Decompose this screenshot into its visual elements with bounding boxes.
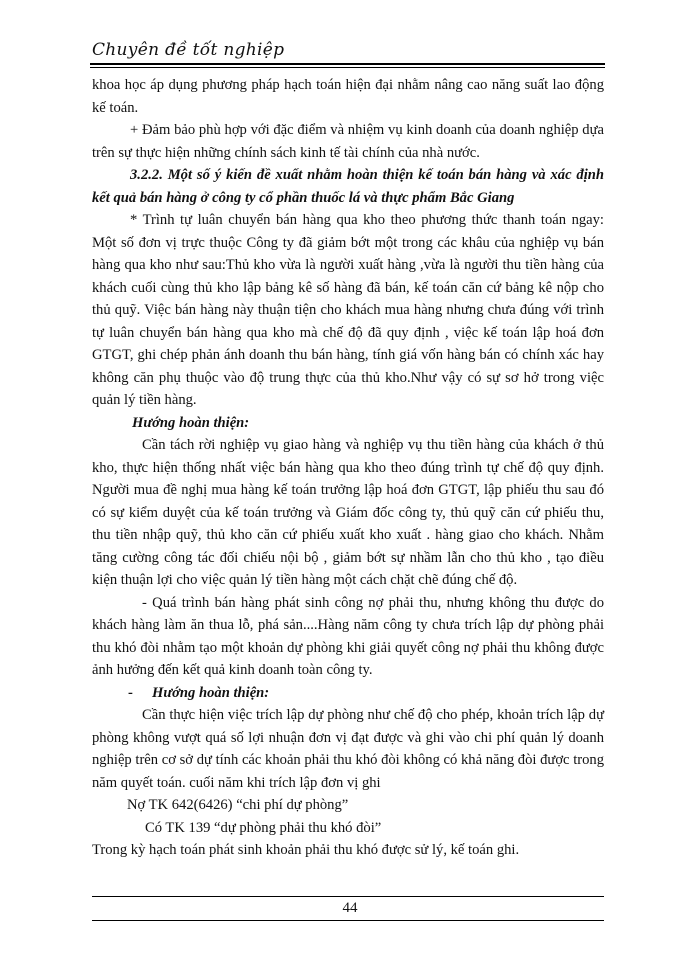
paragraph-policy: + Đảm bảo phù hợp với đặc điểm và nhiệm vụ kinh doanh của doanh nghiệp dựa trên sự thực hiện những chính sách kinh tế tài chính của nhà nước. [92,122,604,161]
section-heading: 3.2.2. Một số ý kiến đề xuất nhằm hoàn thiện kế toán bán hàng và xác định kết quả bán hàng ở công ty cổ phần thuốc lá và thực phẩm Bắc Giang [92,167,604,206]
entry-debit: Nợ TK 642(6426) “chi phí dự phòng” [127,797,349,813]
subheading-improvement-1: Hướng hoàn thiện: [132,414,250,431]
paragraph-separation: Cần tách rời nghiệp vụ giao hàng và nghiệp vụ thu tiền hàng của khách ở thủ kho, thực hiện thống nhất việc bán hàng qua kho theo đúng trình tự chế độ quy định. Người mua đề nghị mua hàng kế toán trưởng lập hoá đơn GTGT, lập phiếu thu sau đó có sự kiểm duyệt của kế toán trưởng và Giám đốc công ty, thủ quỹ căn cứ phiếu thu, thu tiền nhập quỹ, thủ kho căn cứ phiếu xuất kho xuất . hàng giao cho khách. Nhằm tăng cường công tác đối chiếu nội bộ , giảm bớt sự nhầm lẫn cho thủ kho , tạo điều kiện thuận lợi cho việc quản lý tiền hàng một cách chặt chẽ đúng chế độ. [92,437,604,588]
paragraph-receivables: - Quá trình bán hàng phát sinh công nợ phải thu, nhưng không thu được do khách hàng làm ăn thua lỗ, phá sản....Hàng năm công ty chưa trích lập dự phòng phải thu khó đòi nhằm tạo một khoản dự phòng khi giải quyết công nợ phải thu không được ảnh hưởng đến kết quả kinh doanh toàn công ty. [92,594,604,678]
entry-credit: Có TK 139 “dự phòng phải thu khó đòi” [145,819,382,836]
header-rule-thick [90,63,605,65]
paragraph-sales-process: * Trình tự luân chuyển bán hàng qua kho theo phương thức thanh toán ngay: Một số đơn vị trực thuộc Công ty đã giảm bớt một trong các khâu của nghiệp vụ bán hàng qua kho như sau:Thủ kho vừa là người xuất hàng ,vừa là người thu tiền hàng của khách cuối cùng thủ kho lập bảng kê số hàng đã bán, kế toán căn cứ bảng kê nộp cho thủ quỹ. Việc bán hàng này thuận tiện cho khách mua hàng nhưng chưa đúng với trình tự luân chuyển bán hàng qua kho mà chế độ đã quy định , việc kế toán lập hoá đơn GTGT, ghi chép phản ánh doanh thu bán hàng, tính giá vốn hàng bán có chính xác hay không căn phụ thuộc vào độ trung thực của thủ kho.Như vậy có sự sơ hở trong việc quản lý tiền hàng. [92,212,604,408]
page-number: 44 [342,900,358,916]
subheading-improvement-2-text: Hướng hoàn thiện: [152,684,270,701]
document-body [92,74,604,862]
footer-rule [92,896,604,897]
subheading-improvement-2 [92,682,604,705]
page-header-title: Chuyên đề tốt nghiệp [92,40,285,60]
header-rule-thin [90,67,605,68]
paragraph-intro: khoa học áp dụng phương pháp hạch toán hiện đại nhằm nâng cao năng suất lao động kế toán. [92,77,604,116]
paragraph-provision: Cần thực hiện việc trích lập dự phòng như chế độ cho phép, khoản trích lập dự phòng không vượt quá số lợi nhuận đơn vị đạt được và ghi vào chi phí quản lý doanh nghiệp trên cơ sở dự tính các khoản phải thu khó đòi không có khả năng đòi được trong năm quyết toán. cuối năm khi trích lập đơn vị ghi [92,707,604,791]
bullet-dash: - [128,684,133,701]
paragraph-closing: Trong kỳ hạch toán phát sinh khoản phải thu khó được sử lý, kế toán ghi. [92,842,520,858]
footer-rule-bottom [92,920,604,921]
